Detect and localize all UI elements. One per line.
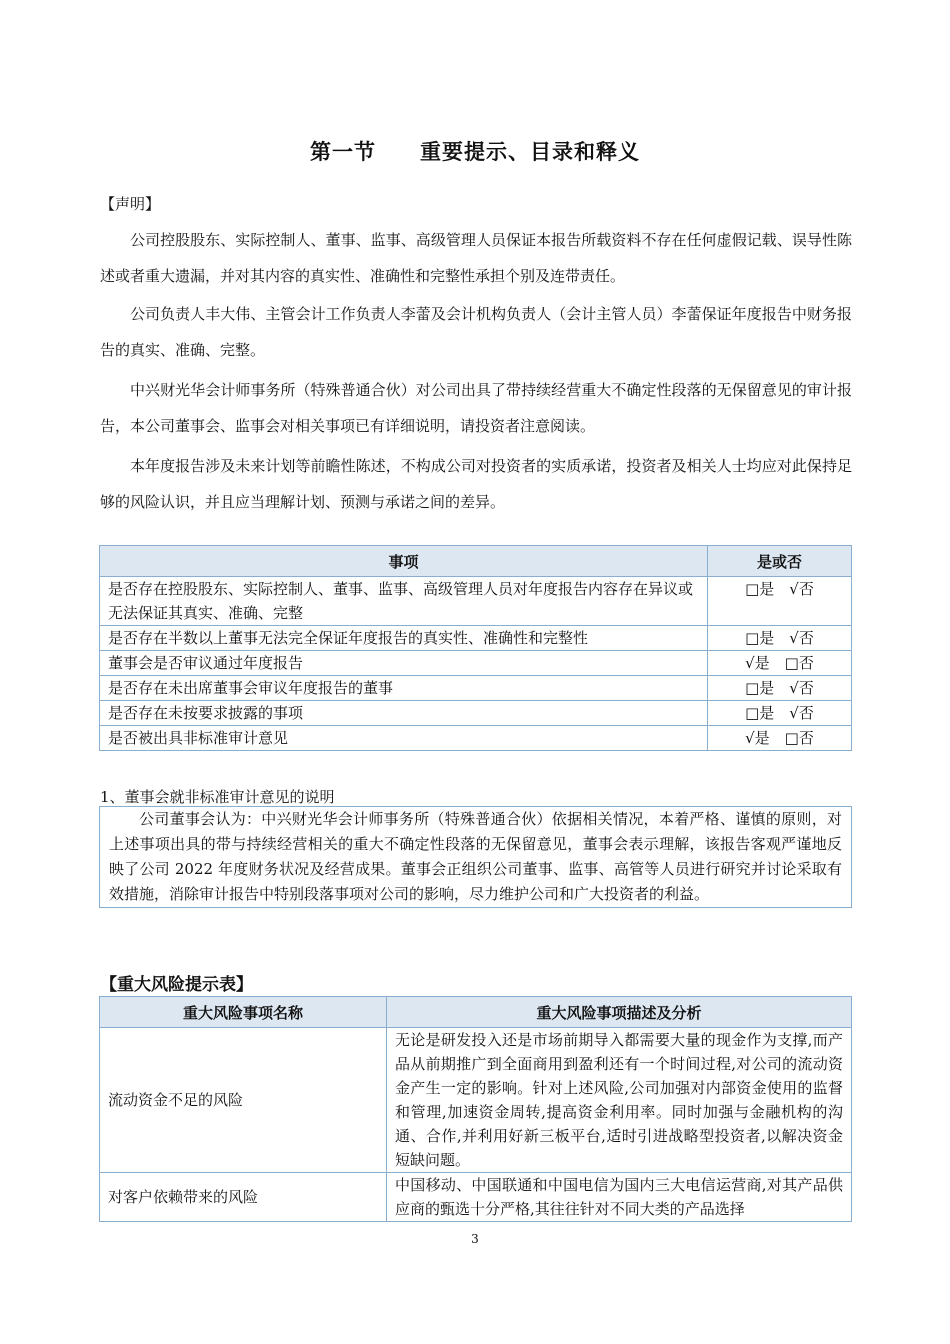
header-risk-desc: 重大风险事项描述及分析 <box>387 997 852 1028</box>
table-row <box>100 1173 852 1222</box>
table-row <box>100 626 852 651</box>
header-answer: 是或否 <box>708 546 852 577</box>
risk-name: 对客户依赖带来的风险 <box>100 1173 387 1222</box>
header-risk-name: 重大风险事项名称 <box>100 997 387 1028</box>
row-item: 是否存在未按要求披露的事项 <box>100 701 708 726</box>
table-row <box>100 577 852 626</box>
table-header-row <box>100 997 852 1028</box>
risk-table <box>99 996 852 1222</box>
risk-desc: 中国移动、中国联通和中国电信为国内三大电信运营商,对其产品供应商的甄选十分严格,其往往针对不同大类的产品选择 <box>387 1173 852 1222</box>
matters-table <box>99 545 852 751</box>
row-item: 是否存在半数以上董事无法完全保证年度报告的真实性、准确性和完整性 <box>100 626 708 651</box>
declaration-label: 【声明】 <box>100 195 161 213</box>
row-answer: √是 □否 <box>708 651 852 676</box>
header-item: 事项 <box>100 546 708 577</box>
declaration-paragraph-3 <box>100 372 852 444</box>
page-number: 3 <box>471 1232 479 1246</box>
row-answer: □是 √否 <box>708 577 852 626</box>
table-row <box>100 676 852 701</box>
row-answer: □是 √否 <box>708 626 852 651</box>
audit-note-label: 1、董事会就非标准审计意见的说明 <box>100 788 335 806</box>
paragraph-text: 中兴财光华会计师事务所（特殊普通合伙）对公司出具了带持续经营重大不确定性段落的无保留意见的审计报告，本公司董事会、监事会对相关事项已有详细说明，请投资者注意阅读。 <box>100 381 852 435</box>
risk-name: 流动资金不足的风险 <box>100 1028 387 1173</box>
row-answer: □是 √否 <box>708 701 852 726</box>
row-answer: □是 √否 <box>708 676 852 701</box>
table-header-row <box>100 546 852 577</box>
paragraph-text: 公司负责人丰大伟、主管会计工作负责人李蕾及会计机构负责人（会计主管人员）李蕾保证年度报告中财务报告的真实、准确、完整。 <box>100 305 852 359</box>
section-title: 第一节 重要提示、目录和释义 <box>310 140 640 164</box>
row-item: 是否存在未出席董事会审议年度报告的董事 <box>100 676 708 701</box>
table-row <box>100 1028 852 1173</box>
row-item: 是否被出具非标准审计意见 <box>100 726 708 751</box>
table-row <box>100 651 852 676</box>
declaration-paragraph-4 <box>100 448 852 520</box>
declaration-paragraph-2 <box>100 296 852 368</box>
paragraph-text: 公司控股股东、实际控制人、董事、监事、高级管理人员保证本报告所载资料不存在任何虚假记载、误导性陈述或者重大遗漏，并对其内容的真实性、准确性和完整性承担个别及连带责任。 <box>100 231 852 285</box>
paragraph-text: 本年度报告涉及未来计划等前瞻性陈述，不构成公司对投资者的实质承诺，投资者及相关人士均应对此保持足够的风险认识，并且应当理解计划、预测与承诺之间的差异。 <box>100 457 852 511</box>
row-item: 是否存在控股股东、实际控制人、董事、监事、高级管理人员对年度报告内容存在异议或无法保证其真实、准确、完整 <box>100 577 708 626</box>
row-item: 董事会是否审议通过年度报告 <box>100 651 708 676</box>
risk-table-title: 【重大风险提示表】 <box>100 975 253 995</box>
declaration-paragraph-1 <box>100 222 852 294</box>
table-row <box>100 726 852 751</box>
audit-note-box <box>99 806 852 908</box>
risk-desc: 无论是研发投入还是市场前期导入都需要大量的现金作为支撑,而产品从前期推广到全面商用到盈利还有一个时间过程,对公司的流动资金产生一定的影响。针对上述风险,公司加强对内部资金使用的监督和管理,加速资金周转,提高资金利用率。同时加强与金融机构的沟通、合作,并利用好新三板平台,适时引进战略型投资者,以解决资金短缺问题。 <box>387 1028 852 1173</box>
table-row <box>100 701 852 726</box>
audit-note-text: 公司董事会认为：中兴财光华会计师事务所（特殊普通合伙）依据相关情况，本着严格、谨慎的原则，对上述事项出具的带与持续经营相关的重大不确定性段落的无保留意见，董事会表示理解，该报告客观严谨地反映了公司 2022 年度财务状况及经营成果。董事会正组织公司董事、监事、高管等人员进行研究并讨论采取有效措施，消除审计报告中特别段落事项对公司的影响，尽力维护公司和广大投资者的利益。 <box>109 810 842 903</box>
row-answer: √是 □否 <box>708 726 852 751</box>
